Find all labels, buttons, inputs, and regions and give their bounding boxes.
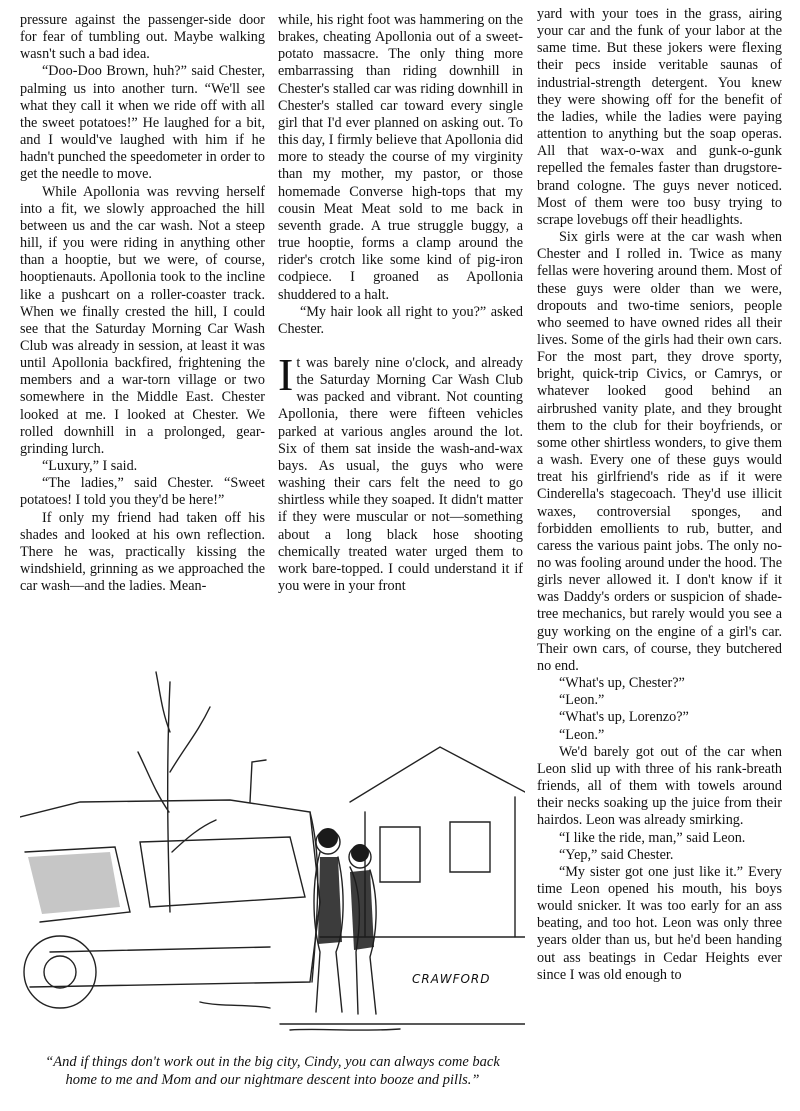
paragraph-text: t was barely nine o'clock, and already the Saturday Morning Car Wash Club was packed and vibrant. Not counting Apollonia, there were fifteen vehicles parked at various angles around the lot. Six of them sat inside the wash-and-wax bays. As usual, the guys who were washing their cars felt the need to go shirtless while they soaped. It didn't matter if they were muscular or not—something about a long black hose shooting chemically treated water urged them to work bare-topped. I could understand it if you were in your front: [278, 354, 523, 594]
paragraph: yard with your toes in the grass, airing your car and the funk of your labor at the same time. But these jokers were flexing their pecs inside veritable saunas of industrial-strength detergent. You knew they were showing off for the benefit of the ladies, while the ladies were paying attention to anything but the soap operas. All that wax-o-wax and gunk-o-gunk repelled the females faster than drugstore-brand cologne. The guys never noticed. Most of them were too busy trying to scrape lovebugs off their headlights.: [537, 6, 782, 228]
paragraph: “Leon.”: [559, 726, 605, 743]
paragraph: “Doo-Doo Brown, huh?” said Chester, palming us into another turn. “We'll see what they call it when we ride off with all the sweet potatoes!” He laughed for a bit, and I would've laughed with him if he hadn't punched the speedometer in order to get the needle to move.: [20, 63, 265, 183]
article-column-3: [537, 6, 782, 984]
caption-line: “And if things don't work out in the big city, Cindy, you can always come back: [45, 1054, 500, 1070]
paragraph: “The ladies,” said Chester. “Sweet potatoes! I told you they'd be here!”: [20, 475, 265, 509]
article-column-1: [20, 12, 265, 595]
paragraph: “What's up, Chester?”: [559, 675, 685, 692]
paragraph: “What's up, Lorenzo?”: [559, 709, 689, 726]
paragraph: “My sister got one just like it.” Every time Leon opened his mouth, his boys would snicker. It was too early for an ass beating, and too hot. Leon was only three years older than us, but he'd been handing out ass beatings in Cedar Heights ever since I was old enough to: [537, 863, 782, 983]
paragraph: “Yep,” said Chester.: [559, 846, 674, 863]
paragraph: pressure against the passenger-side door for fear of tumbling out. Maybe walking wasn't such a bad idea.: [20, 12, 265, 63]
cartoonist-signature: CRAWFORD: [412, 972, 491, 986]
paragraph: while, his right foot was hammering on the brakes, cheating Apollonia out of a sweet-potato massacre. The only thing more embarrassing than riding downhill in Chester's stalled car was riding downhill in Chester's stalled car toward every single girl that I'd ever planned on asking out. To this day, I firmly believe that Apollonia did more to steady the course of my virginity than my mother, my pastor, or those homemade Converse high-tops that my cousin Meat Meat sold to me back in seventh grade. A true struggle buggy, a true hooptie, forms a clamp around the rider's crotch like some kind of pig-iron codpiece. I groaned as Apollonia shuddered to a halt.: [278, 12, 523, 303]
drop-cap: I: [278, 348, 294, 400]
paragraph: “Leon.”: [559, 692, 605, 709]
paragraph: We'd barely got out of the car when Leon slid up with three of his rank-breath friends, all of them with towels around their necks soaking up the juice from their hairdos. Leon was already smirking.: [537, 743, 782, 829]
paragraph: “My hair look all right to you?” asked Chester.: [278, 303, 523, 337]
paragraph: While Apollonia was revving herself into a fit, we slowly approached the hill between us and the car wash. Not a steep hill, if you were riding in anything other than a hooptie, but we were, of course, hooptienauts. Apollonia took to the incline like a pushcart on a roller-coaster track. When we finally crested the hill, I could see that the Saturday Morning Car Wash Club was already in session, at least it was until Apollonia backfired, frightening the members and a war-torn village or two somewhere in the Middle East. Chester looked at me. I looked at Chester. We rolled downhill in a prolonged, gear-grinding lurch.: [20, 183, 265, 457]
section-paragraph: [278, 348, 523, 595]
paragraph: “Luxury,” I said.: [42, 458, 138, 475]
article-column-2: [278, 12, 523, 595]
cartoon-illustration: [20, 652, 525, 1047]
cartoon-caption: [20, 1053, 525, 1089]
paragraph: “I like the ride, man,” said Leon.: [559, 829, 746, 846]
paragraph: Six girls were at the car wash when Chester and I rolled in. Twice as many fellas were hovering around them. Most of these guys were older than we were, dropouts and two-time seniors, people who seemed to have owned rides all their lives. Some of the girls had their own cars. For the most part, they drove sporty, bright, quick-trip Civics, or Camrys, or whatever looked good behind an airbrushed vanity plate, and they brought them to the club for their boyfriends, or some other shirtless wonders, to give them a wash. Every one of these guys would treat his girlfriend's ride as if it were Cinderella's stagecoach. They'd use illicit waxes, controversial sponges, and forbidden emollients to rub, butter, and caress the various paint jobs. The only no-no was fooling around under the hood. The girls never allowed it. I don't know if it was Daddy's orders or suspicion of shade-tree mechanics, but rarely would you see a guy working on the engine of a girl's car. Their own cars, of course, they butchered no end.: [537, 229, 782, 674]
caption-line: home to me and Mom and our nightmare descent into booze and pills.”: [65, 1072, 480, 1088]
paragraph: If only my friend had taken off his shades and looked at his own reflection. There he was, practically kissing the windshield, grinning as we approached the car wash—and the ladies. Mean-: [20, 509, 265, 595]
